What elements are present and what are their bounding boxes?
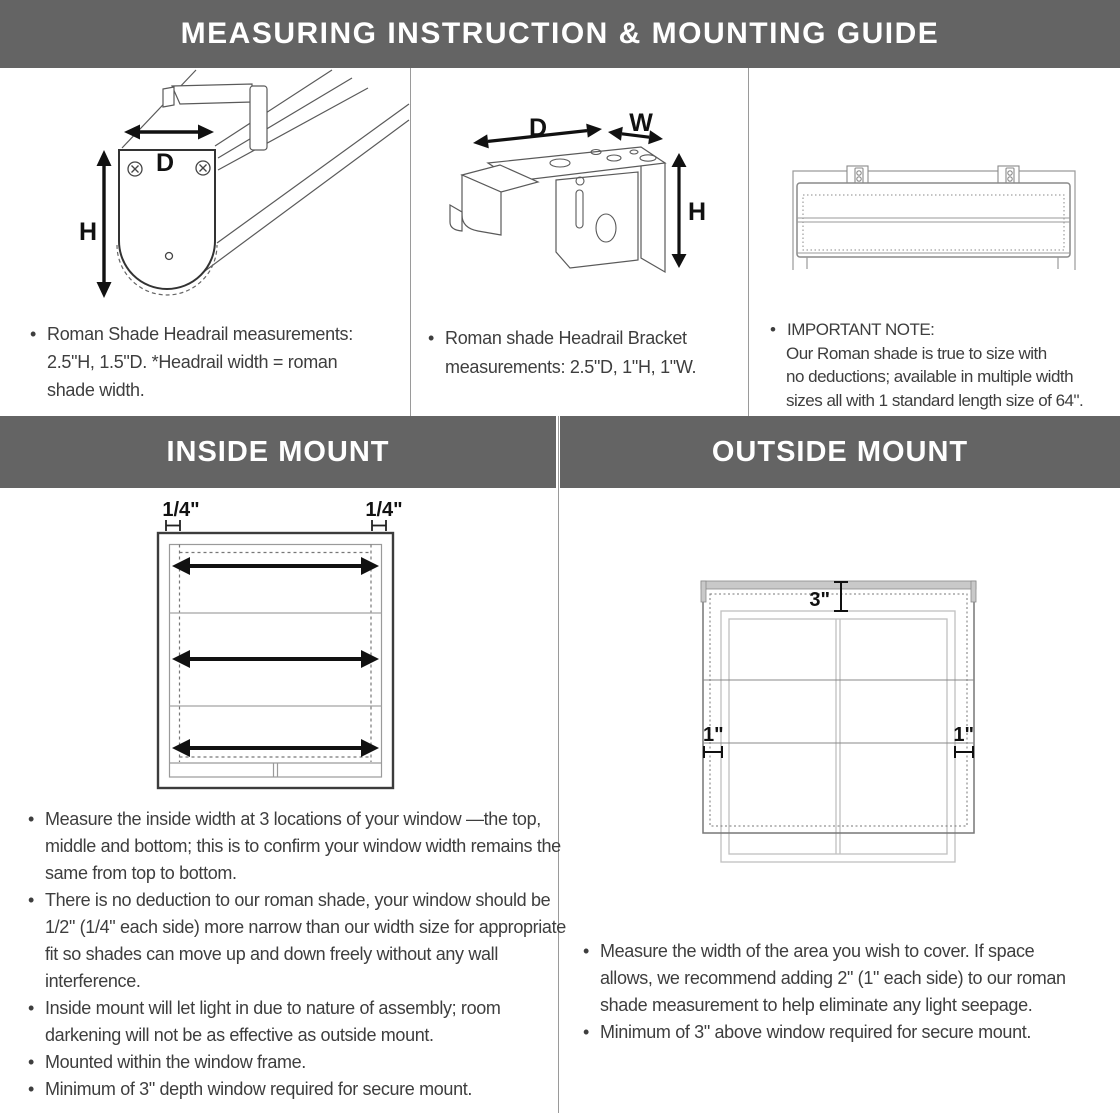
dim-label-d: D <box>155 149 175 177</box>
caption-text: • Roman shade Headrail Bracket measurements: 2.5"D, 1"H, 1"W. <box>428 324 740 382</box>
caption-text: • Roman Shade Headrail measurements: 2.5"H, 1.5"D. *Headrail width = roman shade width. <box>30 320 366 404</box>
outside-mount-bullet-list <box>583 938 1080 1046</box>
inside-mount-bullet-list <box>28 806 568 1103</box>
headrail-caption <box>30 320 366 404</box>
shade-panel <box>797 183 1070 269</box>
note-line: no deductions; available in multiple width <box>786 367 1074 386</box>
dim-label-h: H <box>687 198 707 226</box>
note-line: sizes all with 1 standard length size of 64". <box>786 390 1084 410</box>
quarter-inch-marks <box>166 520 386 531</box>
depth-arrow <box>124 125 214 140</box>
inside-mount-header: INSIDE MOUNT <box>0 416 556 488</box>
bullet-item: • Inside mount will let light in due to nature of assembly; room darkening will not be as effective as outside mount. <box>28 995 568 1049</box>
bullet-item: • Measure the inside width at 3 locations of your window —the top, middle and bottom; this is to confirm your window width remains the same from top to bottom. <box>28 806 568 887</box>
outside-mount-diagram <box>690 572 990 874</box>
dim-label-w: W <box>629 109 653 137</box>
dim-label-d: D <box>528 114 548 142</box>
height-arrow <box>97 150 112 298</box>
outside-mount-header: OUTSIDE MOUNT <box>560 416 1120 488</box>
bullet-item: • Mounted within the window frame. <box>28 1049 568 1076</box>
bracket-caption <box>428 324 740 382</box>
page-title: MEASURING INSTRUCTION & MOUNTING GUIDE <box>0 0 1120 68</box>
shade-body-fill <box>703 583 974 833</box>
bullet-item: • Minimum of 3" above window required for secure mount. <box>583 1019 1080 1046</box>
mounted-shade-diagram <box>780 160 1090 275</box>
height-arrow <box>672 153 687 268</box>
note-heading: • IMPORTANT NOTE: <box>770 318 1120 342</box>
note-line: Our Roman shade is true to size with <box>786 343 1047 363</box>
bracket-body <box>450 147 665 272</box>
gap-label-left: 1/4" <box>162 499 200 521</box>
overhang-label-right: 1" <box>953 724 974 746</box>
important-note <box>770 318 1120 412</box>
bracket-diagram <box>430 95 730 310</box>
dim-label-h: H <box>78 218 98 246</box>
headrail-diagram <box>75 68 415 313</box>
bullet-item: • There is no deduction to our roman shade, your window should be 1/2" (1/4" each side) more narrow than our width size for appropriate fit so shades can move up and down freely without any wall interference. <box>28 887 568 995</box>
gap-label-right: 1/4" <box>365 499 403 521</box>
bullet-item: • Minimum of 3" depth window required for secure mount. <box>28 1076 568 1103</box>
headrail-bracket-clip <box>163 84 267 150</box>
top-panel-divider-2 <box>748 68 749 416</box>
overhang-label-left: 1" <box>703 724 724 746</box>
gap-label-top: 3" <box>809 589 830 611</box>
bullet-item: • Measure the width of the area you wish to cover. If space allows, we recommend adding 2" (1" each side) to our roman shade measurement to help eliminate any light seepage. <box>583 938 1080 1019</box>
inside-mount-diagram <box>140 492 420 794</box>
